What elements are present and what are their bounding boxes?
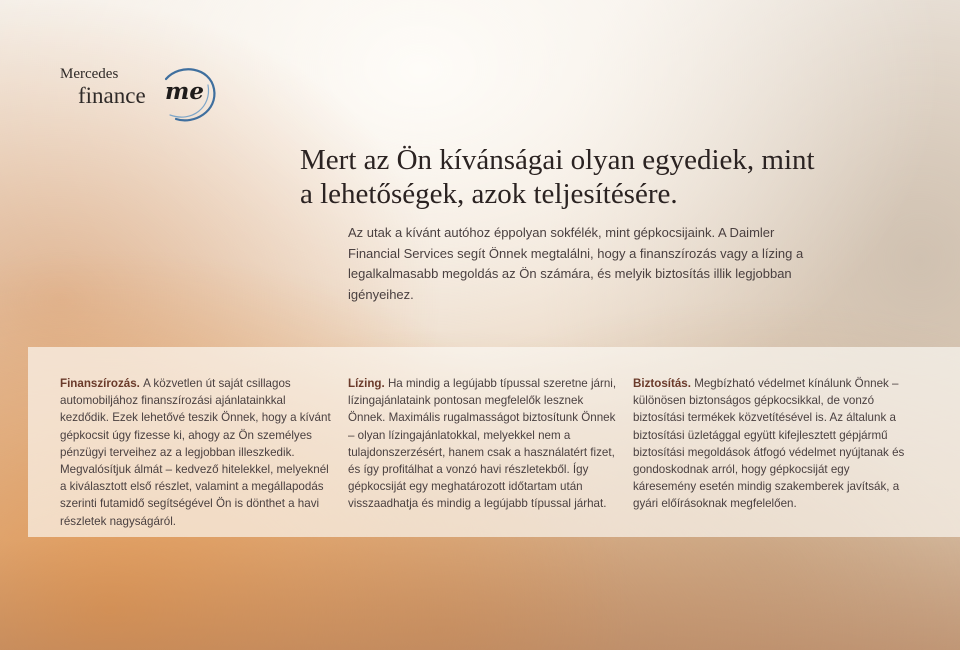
mercedes-finance-me-logo [60,66,230,132]
column-title-leasing: Lízing. [348,377,388,390]
column-leasing [348,375,618,513]
headline-line-2: a lehetőségek, azok teljesítésére. [300,178,678,210]
logo-text-me: me [165,78,204,105]
column-title-financing: Finanszírozás. [60,377,144,390]
column-title-insurance: Biztosítás. [633,377,695,390]
logo-text-finance: finance [78,83,146,108]
background-skyline [0,540,960,650]
intro-paragraph: Az utak a kívánt autóhoz éppolyan sokfélék, mint gépkocsijaink. A Daimler Financial Services segít Önnek megtalálni, hogy a finanszírozás vagy a lízing a legalkalmasabb megoldás az Ön számára, és melyik biztosítás illik legjobban igényeihez. [348,225,804,302]
headline-line-1: Mert az Ön kívánságai olyan egyediek, mint [300,144,815,176]
column-text-leasing: Ha mindig a legújabb típussal szeretne járni, lízingajánlataink pontosan megfelelők lesznek Önnek. Maximális rugalmasságot biztosítunk Önnek – olyan lízingajánlatokkal, melyekkel nem a tulajdonszerzésért, hanem csak a használatért fizet, és így profitálhat a vonzó havi részletekből. Így gépkocsiját egy meghatározott időtartam után visszaadhatja és mindig a legújabb típussal járhat. [348,377,617,511]
logo-text-mercedes: Mercedes [60,66,119,82]
column-text-financing: A közvetlen út saját csillagos automobiljához finanszírozási ajánlatainkkal kezdődik. Ezek lehetővé teszik Önnek, hogy a kívánt gépkocsit úgy fizesse ki, ahogy az Ön személyes pénzügyi terveihez az a legjobban illeszkedik. Megvalósítjuk álmát – kedvező hitelekkel, melyeknél a kiválasztott első részlet, valamint a megállapodás szerinti futamidő segítségével Ön is dönthet a havi részletek nagyságáról. [60,377,331,528]
headline [300,143,815,211]
column-financing [60,375,336,530]
column-text-insurance: Megbízható védelmet kínálunk Önnek – különösen biztonságos gépkocsikkal, de vonzó biztosítási termékek közvetítésével is. Az általunk a biztosítási üzletággal együtt kifejlesztett gépjármű biztosítási megoldások átfogó védelmet nyújtanak és gondoskodnak arról, hogy gépkocsiját egy káresemény esetén mindig szakemberek javítsák, a gyári előírásoknak megfelelően. [633,377,905,511]
column-insurance [633,375,905,513]
